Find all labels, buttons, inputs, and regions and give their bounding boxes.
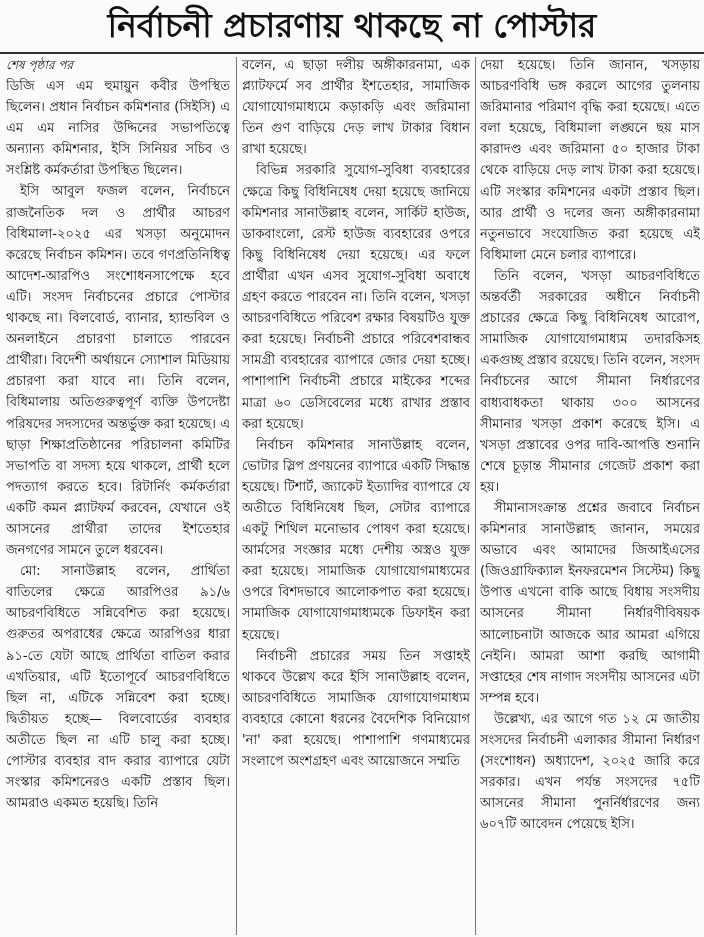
continued-marker: শেষ পৃষ্ঠার পর (6, 58, 74, 72)
paragraph: বিভিন্ন সরকারি সুযোগ-সুবিধা ব্যবহারের ক্ষেত্রে কিছু বিধিনিষেধ দেয়া হয়েছে জানিয়ে কমিশনার সানাউল্লাহ বলেন, সার্কিট হাউজ, ডাকবাংলো, রেস্ট হাউজ ব্যবহারের ওপরে কিছু বিধিনিষেধ দেয়া হয়েছে। এর ফলে প্রার্থীরা এখন এসব সুযোগ-সুবিধা অবাধে গ্রহণ করতে পারবেন না। তিনি বলেন, খসড়া আচরণবিধিতে পরিবেশ রক্ষার বিষয়টিও যুক্ত করা হয়েছে। নির্বাচনী প্রচারে পরিবেশবান্ধব সামগ্রী ব্যবহারের ব্যাপারে জোর দেয়া হচ্ছে। পাশাপাশি নির্বাচনী প্রচারে মাইকের শব্দের মাত্রা ৬০ ডেসিবেলের মধ্যে রাখার প্রস্তাব করা হয়েছে। (242, 163, 470, 432)
paragraph: তিনি বলেন, খসড়া আচরণবিধিতে অন্তর্বর্তী সরকারের অধীনে নির্বাচনী প্রচারের ক্ষেত্রে কিছু বিধিনিষেধ আরোপ, সামাজিক যোগাযোগমাধ্যম তদারকিসহ একগুচ্ছ প্রস্তাব রয়েছে। তিনি বলেন, সংসদ নির্বাচনের আগে সীমানা নির্ধারণের বাধ্যবাধকতা থাকায় ৩০০ আসনের সীমানার খসড়া প্রকাশ করেছে ইসি। এ খসড়া প্রস্তাবের ওপর দাবি-আপত্তি শুনানি শেষে চূড়ান্ত সীমানার গেজেট প্রকাশ করা হয়। (480, 268, 700, 495)
column-divider (236, 57, 237, 935)
paragraph: নির্বাচন কমিশনার সানাউল্লাহ বলেন, ভোটার স্লিপ প্রণয়নের ব্যাপারে একটি সিদ্ধান্ত হয়েছে। টিশার্ট, জ্যাকেট ইত্যাদির ব্যাপারে যে অতীতে বিধিনিষেধ ছিল, সেটার ব্যাপারে একটু শিথিল মনোভাব পোষণ করা হয়েছে। আর্মসের সংজ্ঞার মধ্যে দেশীয় অস্ত্রও যুক্ত করা হয়েছে। সামাজিক যোগাযোগমাধ্যমের ওপরে বিশদভাবে আলোকপাত করা হয়েছে। সামাজিক যোগাযোগমাধ্যমকে ডিফাইন করা হয়েছে। (242, 437, 470, 643)
column-divider (475, 57, 476, 935)
article-column-3 (480, 55, 700, 935)
article-column-1 (6, 55, 230, 935)
paragraph: বলেন, এ ছাড়া দলীয় অঙ্গীকারনামা, এক প্ল্যাটফর্মে সব প্রার্থীর ইশতেহার, সামাজিক যোগাযোগমাধ্যমে কড়াকড়ি এবং জরিমানা তিন গুণ বাড়িয়ে দেড় লাখ টাকার বিধান রাখা হয়েছে। (242, 58, 470, 158)
paragraph: সীমানাসংক্রান্ত প্রশ্নের জবাবে নির্বাচন কমিশনার সানাউল্লাহ জানান, সময়ের অভাবে এবং আমাদের জিআইএসের (জিওগ্রাফিক্যাল ইনফরমেশন সিস্টেম) কিছু উপাত্ত এখনো বাকি আছে বিধায় সংসদীয় আসনের সীমানা নির্ধারণীবিষয়ক আলোচনাটা আজকে আর আমরা এগিয়ে নেইনি। আমরা আশা করছি আগামী সপ্তাহের শেষ নাগাদ সংসদীয় আসনের এটা সম্পন্ন হবে। (480, 500, 700, 706)
paragraph: ইসি আবুল ফজল বলেন, নির্বাচনে রাজনৈতিক দল ও প্রার্থীর আচরণ বিধিমালা-২০২৫ এর খসড়া অনুমোদন করেছে নির্বাচন কমিশন। তবে গণপ্রতিনিধিত্ব আদেশ-আরপিও সংশোধনসাপেক্ষে হবে এটি। সংসদ নির্বাচনের প্রচারে পোস্টার থাকছে না। বিলবোর্ড, ব্যানার, হ্যান্ডবিল ও অনলাইনে প্রচারণা চালাতে পারবেন প্রার্থীরা। বিদেশী অর্থায়নে স্যোশাল মিডিয়ায় প্রচারণা করা যাবে না। তিনি বলেন, বিধিমালায় অতিগুরুত্বপূর্ণ ব্যক্তি উপদেষ্টা পরিষদের সদস্যদের অন্তর্ভুক্ত করা হয়েছে। এ ছাড়া শিক্ষাপ্রতিষ্ঠানের পরিচালনা কমিটির সভাপতি বা সদস্য হয়ে থাকলে, প্রার্থী হলে পদত্যাগ করতে হবে। রিটার্নিং কর্মকর্তারা একটি কমন প্ল্যাটফর্ম করবেন, যেখানে ওই আসনের প্রার্থীরা তাদের ইশতেহার জনগণের সামনে তুলে ধরবেন। (6, 184, 230, 559)
paragraph: মো: সানাউল্লাহ বলেন, প্রার্থিতা বাতিলের ক্ষেত্রে আরপিওর ৯১/৬ আচরণবিধিতে সন্নিবেশিত করা হয়েছে। গুরুতর অপরাধের ক্ষেত্রে আরপিওর ধারা ৯১-তে যেটা আছে প্রার্থিতা বাতিল করার এখতিয়ার, এটি ইতোপূর্বে আচরণবিধিতে ছিল না, এটিকে সন্নিবেশ করা হচ্ছে। দ্বিতীয়ত হচ্ছে— বিলবোর্ডের ব্যবহার অতীতে ছিল না এটি চালু করা হচ্ছে। পোস্টার ব্যবহার বাদ করার ব্যাপারে যেটা সংস্কার কমিশনেরও একটি প্রস্তাব ছিল। আমরাও একমত হয়েছি। তিনি (6, 564, 230, 812)
paragraph: উল্লেখ্য, এর আগে গত ১২ মে জাতীয় সংসদের নির্বাচনী এলাকার সীমানা নির্ধারণ (সংশোধন) অধ্যাদেশ, ২০২৫ জারি করে সরকার। এখন পর্যন্ত সংসদের ৭৫টি আসনের সীমানা পুনর্নির্ধারণের জন্য ৬০৭টি আবেদন পেয়েছে ইসি। (480, 711, 700, 833)
headline: নির্বাচনী প্রচারণায় থাকছে না পোস্টার (0, 0, 704, 54)
article-body (0, 55, 704, 937)
paragraph: নির্বাচনী প্রচারের সময় তিন সপ্তাহই থাকবে উল্লেখ করে ইসি সানাউল্লাহ বলেন, আচরণবিধিতে সামাজিক যোগাযোগমাধ্যম ব্যবহারে কোনো ধরনের বৈদেশিক বিনিয়োগ 'না' করা হয়েছে। পাশাপাশি গণমাধ্যমের সংলাপে অংশগ্রহণ এবং আয়োজনে সম্মতি (242, 648, 470, 770)
paragraph: ডিজি এস এম হুমায়ুন কবীর উপস্থিত ছিলেন। প্রধান নির্বাচন কমিশনার (সিইসি) এ এম এম নাসির উদ্দিনের সভাপতিত্বে অন্যান্য কমিশনার, ইসি সিনিয়র সচিব ও সংশ্লিষ্ট কর্মকর্তারা উপস্থিত ছিলেন। (6, 79, 230, 179)
paragraph: দেয়া হয়েছে। তিনি জানান, খসড়ায় আচরণবিধি ভঙ্গ করলে আগের তুলনায় জরিমানার পরিমাণ বৃদ্ধি করা হয়েছে। এতে বলা হয়েছে, বিধিমালা লঙ্ঘনে ছয় মাস কারাদণ্ড এবং জরিমানা ৫০ হাজার টাকা থেকে বাড়িয়ে দেড় লাখ টাকা করা হয়েছে। এটি সংস্কার কমিশনের একটা প্রস্তাব ছিল। আর প্রার্থী ও দলের জন্য অঙ্গীকারনামা নতুনভাবে সংযোজিত করা হয়েছে এই বিধিমালা মেনে চলার ব্যাপারে। (480, 58, 700, 263)
article-column-2 (242, 55, 470, 935)
